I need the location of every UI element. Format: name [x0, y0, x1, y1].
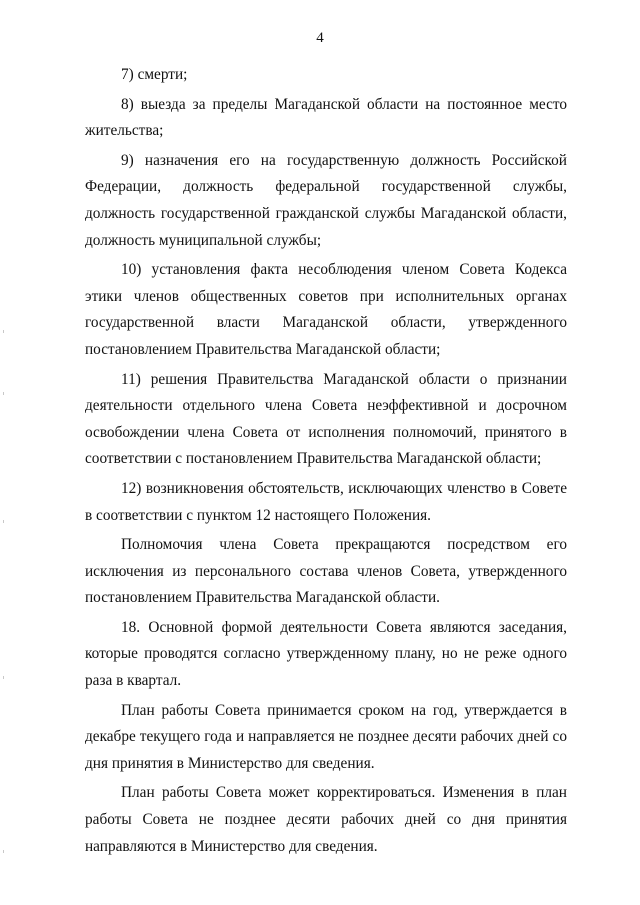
scan-edge-mark — [3, 676, 4, 679]
paragraph-termination: Полномочия члена Совета прекращаются посредством его исключения из персонального состава членов Совета, утвержденного постановлением Правительства Магаданской области. — [85, 536, 567, 607]
page-number: 4 — [316, 30, 324, 46]
scan-edge-mark — [3, 520, 4, 523]
paragraph-work-plan: План работы Совета принимается сроком на год, утверждается в декабре текущего года и направляется не позднее десяти рабочих дней со дня принятия в Министерство для сведения. — [85, 701, 567, 772]
paragraph-item-10: 10) установления факта несоблюдения членом Совета Кодекса этики членов общественных советов при исполнительных органах государственной власти Магаданской области, утвержденного постановлением Правительства Магаданской области; — [85, 261, 567, 358]
scan-edge-mark — [3, 392, 4, 395]
paragraph-item-7: 7) смерти; — [121, 66, 188, 83]
scan-edge-mark — [3, 330, 4, 333]
document-body — [85, 62, 567, 863]
paragraph-item-11: 11) решения Правительства Магаданской области о признании деятельности отдельного члена Совета неэффективной и досрочном освобождении члена Совета от исполнения полномочий, принятого в соответствии с постановлением Правительства Магаданской области; — [85, 370, 567, 468]
scan-edge-mark — [3, 850, 4, 853]
paragraph-item-9: 9) назначения его на государственную должность Российской Федерации, должность федеральной государственной службы, должность государственной гражданской службы Магаданской области, должность муниципальной службы; — [85, 151, 567, 249]
paragraph-plan-changes: План работы Совета может корректироваться. Изменения в план работы Совета не позднее десяти рабочих дней со дня принятия направляются в Министерство для сведения. — [85, 784, 567, 855]
paragraph-clause-18: 18. Основной формой деятельности Совета являются заседания, которые проводятся согласно утвержденному плану, но не реже одного раза в квартал. — [85, 618, 567, 690]
paragraph-item-12: 12) возникновения обстоятельств, исключающих членство в Совете в соответствии с пунктом 12 настоящего Положения. — [85, 479, 567, 524]
paragraph-item-8: 8) выезда за пределы Магаданской области на постоянное место жительства; — [85, 95, 567, 140]
